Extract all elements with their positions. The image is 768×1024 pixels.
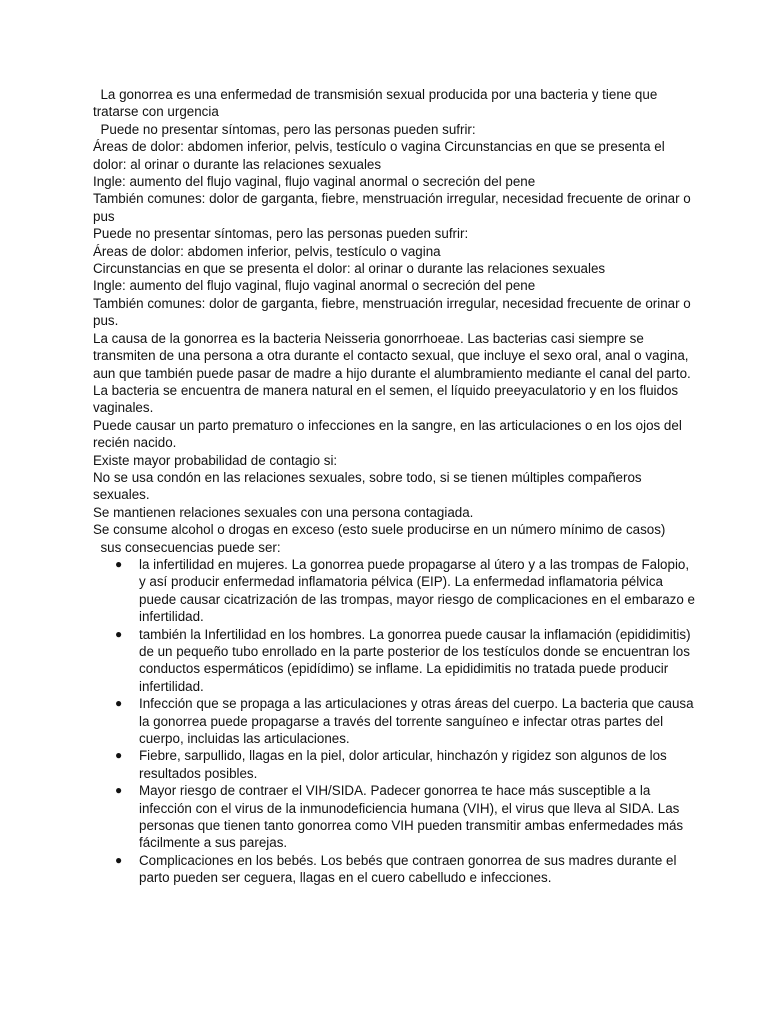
list-item: [93, 782, 698, 852]
paragraph: Áreas de dolor: abdomen inferior, pelvis, testículo o vagina Circunstancias en que se presenta el dolor: al orinar o durante las relaciones sexuales: [93, 139, 669, 172]
paragraph: Ingle: aumento del flujo vaginal, flujo vaginal anormal o secreción del pene: [93, 278, 536, 294]
bullet-icon: ●: [115, 748, 123, 763]
paragraph: Áreas de dolor: abdomen inferior, pelvis, testículo o vagina: [93, 243, 441, 259]
bullet-icon: ●: [115, 696, 123, 711]
list-item-text: Fiebre, sarpullido, llagas en la piel, dolor articular, hinchazón y rigidez son algunos de los resultados posibles.: [139, 748, 667, 781]
paragraph: Se consume alcohol o drogas en exceso (esto suele producirse en un número mínimo de casos): [93, 522, 666, 538]
paragraph: La causa de la gonorrea es la bacteria Neisseria gonorrhoeae. Las bacterias casi siempre se transmiten de una persona a otra durante el contacto sexual, que incluye el sexo oral, anal o vagina, aun que también puede pasar de madre a hijo durante el alumbramiento mediante el canal del parto. La bacteria se encuentra de manera natural en el semen, el líquido preeyaculatorio y en los fluidos vaginales.: [93, 330, 695, 416]
list-item: [93, 852, 698, 887]
paragraph: No se usa condón en las relaciones sexuales, sobre todo, si se tienen múltiples compañeros sexuales.: [93, 469, 646, 503]
list-item-text: la infertilidad en mujeres. La gonorrea puede propagarse al útero y a las trompas de Falopio, y así producir enfermedad inflamatoria pélvica (EIP). La enfermedad inflamatoria pélvica puede causar cicatrización de las trompas, mayor riesgo de complicaciones en el embarazo e infertilidad.: [139, 556, 695, 625]
paragraph: Puede no presentar síntomas, pero las personas pueden sufrir:: [93, 121, 476, 137]
paragraph: Puede causar un parto prematuro o infecciones en la sangre, en las articulaciones o en los ojos del recién nacido.: [93, 417, 686, 451]
paragraph: Ingle: aumento del flujo vaginal, flujo vaginal anormal o secreción del pene: [93, 174, 536, 190]
bullet-icon: ●: [115, 852, 123, 867]
bullet-icon: ●: [115, 626, 123, 641]
paragraph: Existe mayor probabilidad de contagio si:: [93, 452, 338, 468]
consequences-list: [93, 556, 698, 887]
list-item: [93, 626, 698, 696]
bullet-icon: ●: [115, 556, 123, 571]
paragraph: Circunstancias en que se presenta el dolor: al orinar o durante las relaciones sexuales: [93, 261, 606, 277]
list-item: [93, 695, 698, 747]
paragraph: También comunes: dolor de garganta, fiebre, menstruación irregular, necesidad frecuente de orinar o pus.: [93, 295, 695, 329]
list-item-text: Infección que se propaga a las articulaciones y otras áreas del cuerpo. La bacteria que causa la gonorrea puede propagarse a través del torrente sanguíneo e infectar otras partes del cuerpo, incluidas las articulaciones.: [139, 696, 694, 747]
bullet-icon: ●: [115, 783, 123, 798]
list-item-text: Mayor riesgo de contraer el VIH/SIDA. Padecer gonorrea te hace más susceptible a la infección con el virus de la inmunodeficiencia humana (VIH), el virus que lleva al SIDA. Las personas que tienen tanto gonorrea como VIH pueden transmitir ambas enfermedades más fácilmente a sus parejas.: [139, 783, 684, 851]
list-item: [93, 556, 698, 626]
list-item-text: Complicaciones en los bebés. Los bebés que contraen gonorrea de sus madres durante el parto pueden ser ceguera, llagas en el cuero cabelludo e infecciones.: [139, 852, 677, 886]
list-item: [93, 747, 698, 782]
paragraph: La gonorrea es una enfermedad de transmisión sexual producida por una bacteria y tiene que tratarse con urgencia: [93, 87, 662, 120]
paragraph: Se mantienen relaciones sexuales con una persona contagiada.: [93, 504, 474, 520]
paragraph: También comunes: dolor de garganta, fiebre, menstruación irregular, necesidad frecuente de orinar o pus: [93, 191, 695, 224]
paragraph: sus consecuencias puede ser:: [93, 539, 281, 555]
paragraph: Puede no presentar síntomas, pero las personas pueden sufrir:: [93, 226, 469, 242]
list-item-text: también la Infertilidad en los hombres. La gonorrea puede causar la inflamación (epididimitis) de un pequeño tubo enrollado en la parte posterior de los testículos donde se encuentran los conductos espermáticos (epidídimo) se inflame. La epididimitis no tratada puede producir infertilidad.: [139, 626, 691, 694]
